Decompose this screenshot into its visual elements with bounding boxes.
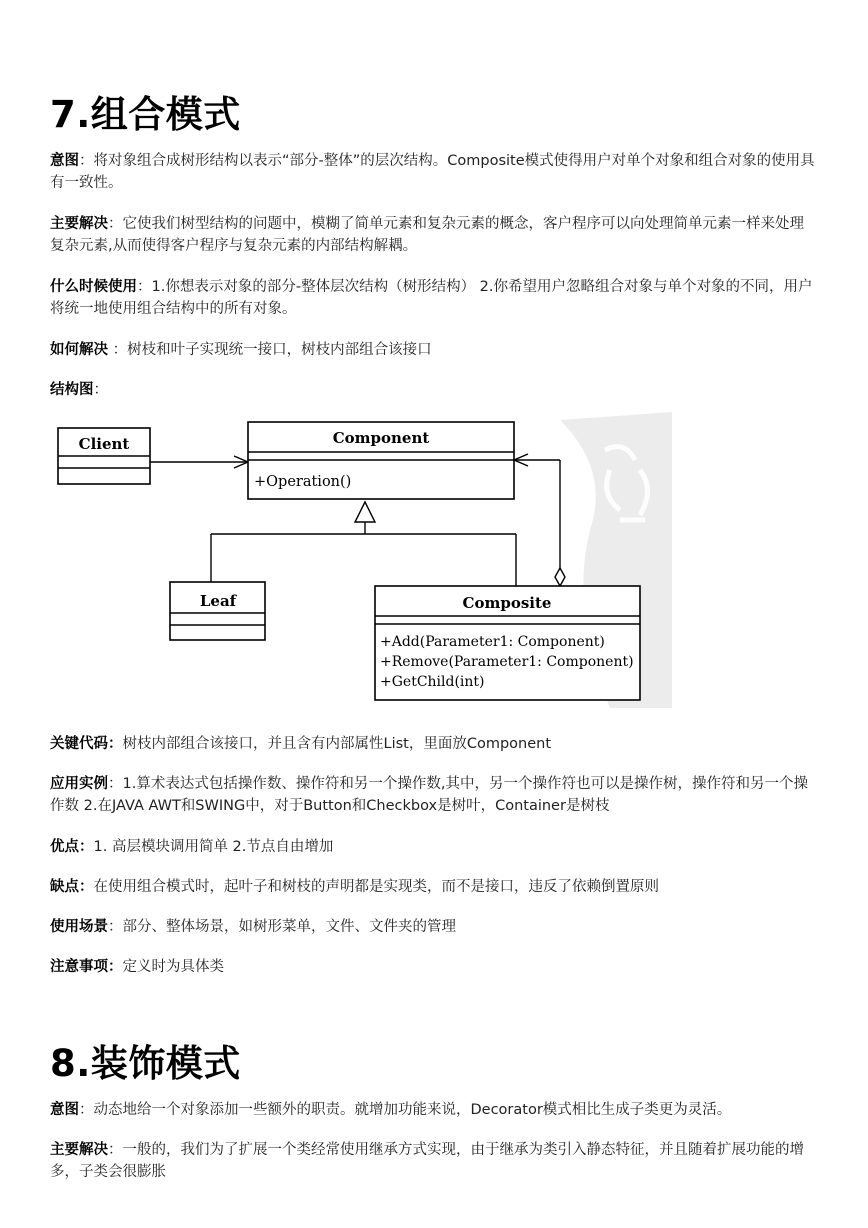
- solution-paragraph: [50, 339, 816, 361]
- section-7-title: 7.组合模式: [50, 93, 241, 136]
- pros-label: 优点：: [50, 839, 94, 855]
- aggregation-arrow: [514, 454, 565, 586]
- when-to-use-label: 什么时候使用: [50, 279, 137, 295]
- key-code-text: 树枝内部组合该接口，并且含有内部属性List，里面放Component: [122, 736, 552, 752]
- key-code-label: 关键代码：: [50, 736, 123, 752]
- client-class-box: [58, 428, 150, 484]
- decorator-intent-paragraph: [50, 1099, 816, 1121]
- key-code-paragraph: [50, 733, 816, 755]
- decorator-intent-label: 意图: [50, 1102, 79, 1118]
- get-child-method: +GetChild(int): [380, 674, 485, 690]
- add-method: +Add(Parameter1: Component): [380, 634, 605, 650]
- cons-paragraph: [50, 876, 816, 898]
- leaf-class-box: [170, 582, 265, 640]
- separator: ：: [108, 216, 123, 232]
- leaf-class-name: Leaf: [199, 592, 237, 610]
- solution-text: 树枝和叶子实现统一接口，树枝内部组合该接口: [127, 342, 432, 358]
- problem-text: 它使我们树型结构的问题中，模糊了简单元素和复杂元素的概念，客户程序可以向处理简单元素一样来处理复杂元素,从而使得客户程序与复杂元素的内部结构解耦。: [50, 216, 804, 254]
- separator: ：: [137, 279, 152, 295]
- separator: ：: [93, 382, 108, 398]
- pros-text: 1. 高层模块调用简单 2.节点自由增加: [93, 839, 334, 855]
- intent-text: 将对象组合成树形结构以表示“部分-整体”的层次结构。Composite模式使得用户对单个对象和组合对象的使用具有一致性。: [50, 153, 815, 191]
- use-cases-text: 部分、整体场景，如树形菜单，文件、文件夹的管理: [122, 919, 456, 935]
- component-class-box: [248, 422, 514, 499]
- generalization-arrow: [211, 502, 516, 586]
- decorator-intent-text: 动态地给一个对象添加一些额外的职责。就增加功能来说，Decorator模式相比生成子类更为灵活。: [93, 1102, 732, 1118]
- intent-paragraph: [50, 150, 816, 194]
- intent-label: 意图: [50, 153, 79, 169]
- problem-paragraph: [50, 213, 816, 257]
- operation-method: +Operation(): [254, 474, 352, 490]
- decorator-problem-label: 主要解决: [50, 1142, 108, 1158]
- problem-label: 主要解决: [50, 216, 108, 232]
- decorator-problem-text: 一般的，我们为了扩展一个类经常使用继承方式实现，由于继承为类引入静态特征，并且随着扩展功能的增多，子类会很膨胀: [50, 1142, 804, 1180]
- uml-structure-diagram: [50, 410, 680, 710]
- examples-text: 1.算术表达式包括操作数、操作符和另一个操作数,其中，另一个操作符也可以是操作树，操作符和另一个操作数 2.在JAVA AWT和SWING中，对于Button和Checkbox是树叶，Container是树枝: [50, 776, 808, 814]
- use-cases-paragraph: [50, 916, 816, 938]
- notes-paragraph: [50, 956, 816, 978]
- separator: ：: [108, 776, 123, 792]
- cons-text: 在使用组合模式时，起叶子和树枝的声明都是实现类，而不是接口，违反了依赖倒置原则: [93, 879, 659, 895]
- section-8-title: 8.装饰模式: [50, 1042, 241, 1085]
- separator: ：: [108, 1142, 123, 1158]
- client-class-name: Client: [78, 435, 130, 453]
- notes-label: 注意事项：: [50, 959, 123, 975]
- remove-method: +Remove(Parameter1: Component): [380, 654, 634, 670]
- composite-class-name: Composite: [462, 594, 552, 612]
- cons-label: 缺点：: [50, 879, 94, 895]
- solution-label: 如何解决: [50, 342, 108, 358]
- association-arrow: [150, 456, 248, 468]
- separator: ：: [79, 153, 94, 169]
- structure-paragraph: [50, 379, 816, 401]
- when-to-use-paragraph: [50, 276, 816, 320]
- composite-class-box: [375, 586, 640, 700]
- use-cases-label: 使用场景: [50, 919, 108, 935]
- separator: ：: [108, 919, 123, 935]
- examples-label: 应用实例: [50, 776, 108, 792]
- notes-text: 定义时为具体类: [122, 959, 224, 975]
- separator: ：: [79, 1102, 94, 1118]
- structure-label: 结构图: [50, 382, 94, 398]
- when-to-use-text: 1.你想表示对象的部分-整体层次结构（树形结构） 2.你希望用户忽略组合对象与单个对象的不同，用户将统一地使用组合结构中的所有对象。: [50, 279, 813, 317]
- separator: ：: [108, 342, 128, 358]
- decorator-problem-paragraph: [50, 1139, 816, 1183]
- pros-paragraph: [50, 836, 816, 858]
- examples-paragraph: [50, 773, 816, 817]
- component-class-name: Component: [332, 429, 430, 447]
